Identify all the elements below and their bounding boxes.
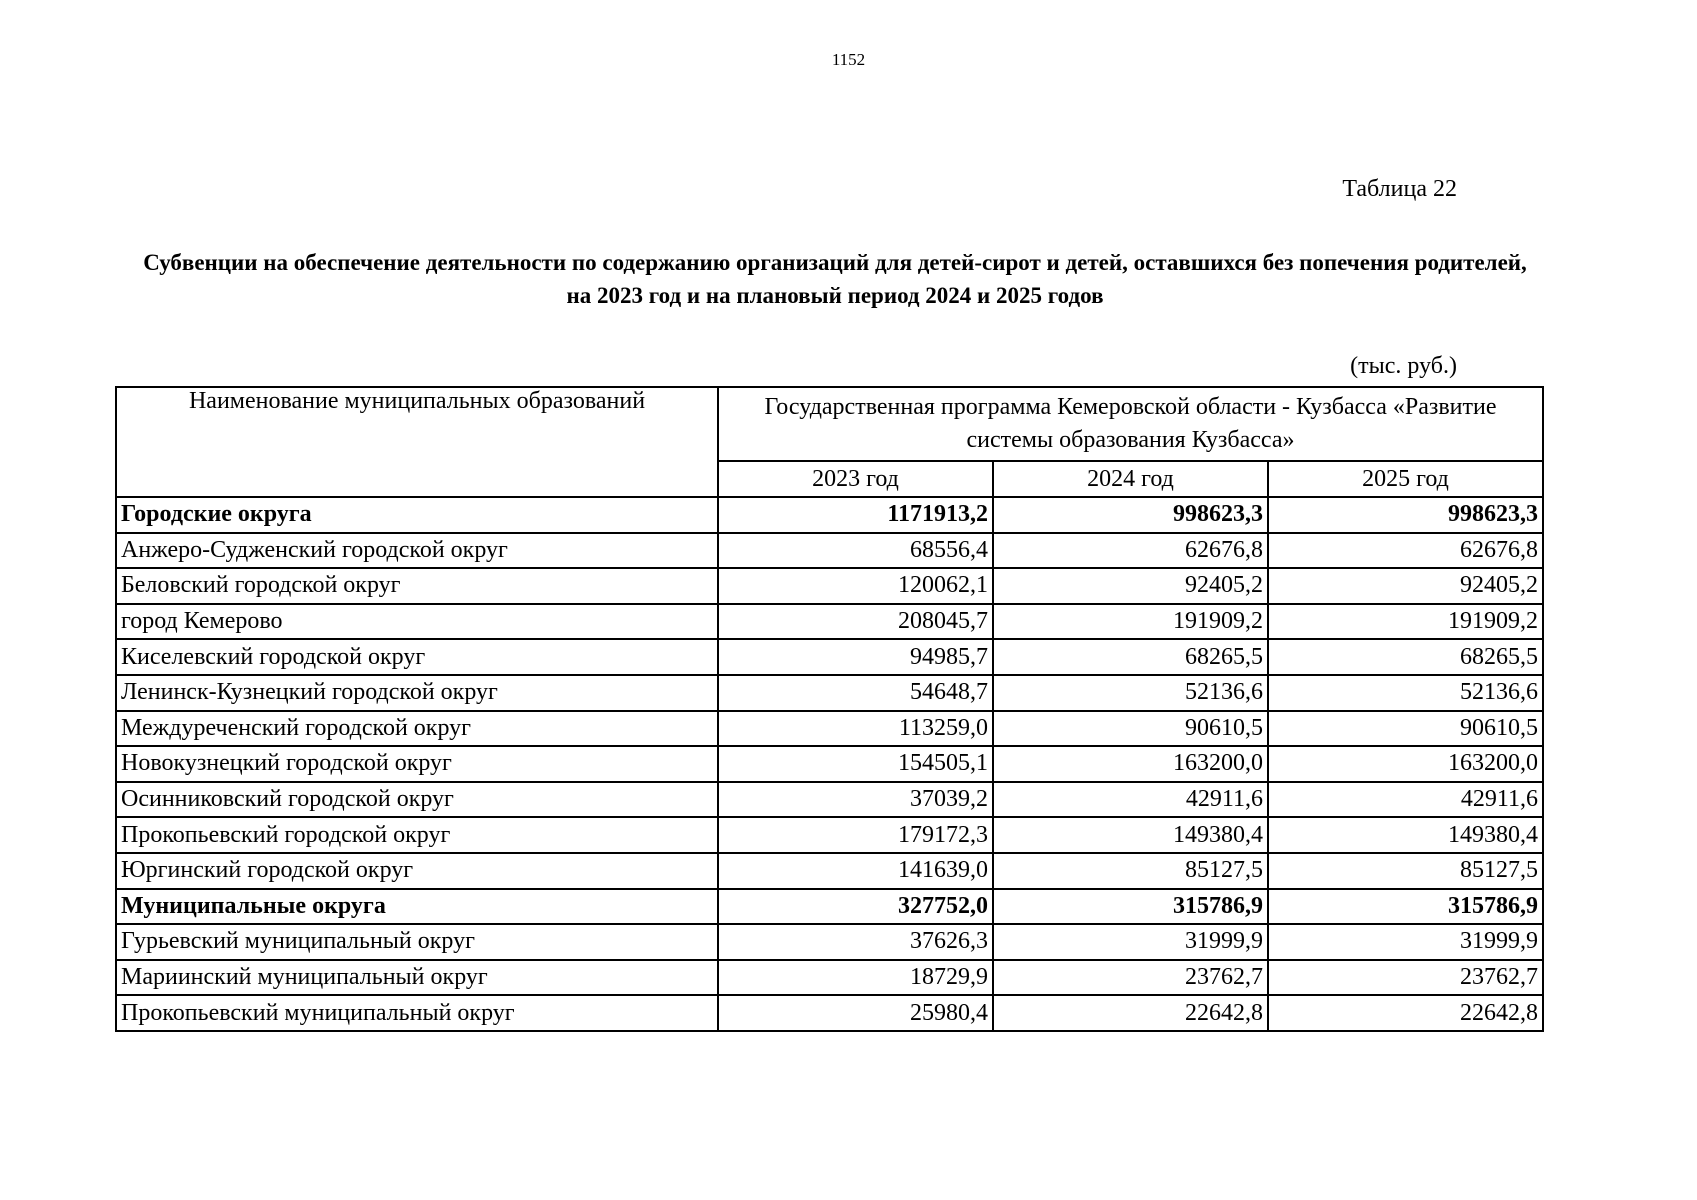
- table-row: [116, 746, 1543, 782]
- value-cell-2024: 315786,9: [993, 889, 1268, 925]
- table-row: [116, 711, 1543, 747]
- value-cell-2025: 31999,9: [1268, 924, 1543, 960]
- municipality-name-cell: Гурьевский муниципальный округ: [116, 924, 718, 960]
- value-cell-2023: 18729,9: [718, 960, 993, 996]
- municipality-name-cell: Мариинский муниципальный округ: [116, 960, 718, 996]
- value-cell-2023: 68556,4: [718, 533, 993, 569]
- municipality-name-cell: Беловский городской округ: [116, 568, 718, 604]
- value-cell-2023: 25980,4: [718, 995, 993, 1031]
- table-group-row: [116, 497, 1543, 533]
- value-cell-2024: 191909,2: [993, 604, 1268, 640]
- value-cell-2023: 141639,0: [718, 853, 993, 889]
- table-row: [116, 604, 1543, 640]
- value-cell-2024: 62676,8: [993, 533, 1268, 569]
- value-cell-2023: 120062,1: [718, 568, 993, 604]
- value-cell-2024: 52136,6: [993, 675, 1268, 711]
- value-cell-2024: 23762,7: [993, 960, 1268, 996]
- value-cell-2025: 85127,5: [1268, 853, 1543, 889]
- table-row: [116, 782, 1543, 818]
- value-cell-2023: 208045,7: [718, 604, 993, 640]
- municipality-name-cell: Прокопьевский городской округ: [116, 817, 718, 853]
- subventions-table: [115, 386, 1544, 1032]
- value-cell-2023: 1171913,2: [718, 497, 993, 533]
- table-body: [116, 497, 1543, 1031]
- value-cell-2025: 149380,4: [1268, 817, 1543, 853]
- units-label: (тыс. руб.): [1350, 353, 1457, 379]
- value-cell-2025: 22642,8: [1268, 995, 1543, 1031]
- value-cell-2024: 163200,0: [993, 746, 1268, 782]
- municipality-name-cell: Новокузнецкий городской округ: [116, 746, 718, 782]
- table-row: [116, 568, 1543, 604]
- value-cell-2024: 22642,8: [993, 995, 1268, 1031]
- value-cell-2023: 179172,3: [718, 817, 993, 853]
- header-year-2024: 2024 год: [993, 461, 1268, 497]
- municipality-name-cell: город Кемерово: [116, 604, 718, 640]
- value-cell-2025: 92405,2: [1268, 568, 1543, 604]
- value-cell-2023: 327752,0: [718, 889, 993, 925]
- table-header: [116, 387, 1543, 497]
- value-cell-2023: 37626,3: [718, 924, 993, 960]
- value-cell-2023: 113259,0: [718, 711, 993, 747]
- value-cell-2025: 315786,9: [1268, 889, 1543, 925]
- table-row: [116, 533, 1543, 569]
- value-cell-2024: 85127,5: [993, 853, 1268, 889]
- value-cell-2024: 42911,6: [993, 782, 1268, 818]
- value-cell-2024: 92405,2: [993, 568, 1268, 604]
- table-row: [116, 924, 1543, 960]
- value-cell-2024: 149380,4: [993, 817, 1268, 853]
- table-row: [116, 817, 1543, 853]
- value-cell-2023: 94985,7: [718, 639, 993, 675]
- document-title: Субвенции на обеспечение деятельности по содержанию организаций для детей-сирот и детей, оставшихся без попечения родителей, на 2023 год и на плановый период 2024 и 2025 годов: [143, 250, 1527, 308]
- value-cell-2023: 37039,2: [718, 782, 993, 818]
- header-municipality-name: Наименование муниципальных образований: [116, 387, 718, 497]
- municipality-name-cell: Осинниковский городской округ: [116, 782, 718, 818]
- page-number: 1152: [831, 50, 866, 69]
- table-row: [116, 995, 1543, 1031]
- value-cell-2025: 163200,0: [1268, 746, 1543, 782]
- municipality-name-cell: Ленинск-Кузнецкий городской округ: [116, 675, 718, 711]
- value-cell-2025: 42911,6: [1268, 782, 1543, 818]
- municipality-name-cell: Междуреченский городской округ: [116, 711, 718, 747]
- value-cell-2024: 998623,3: [993, 497, 1268, 533]
- value-cell-2025: 68265,5: [1268, 639, 1543, 675]
- municipality-name-cell: Анжеро-Судженский городской округ: [116, 533, 718, 569]
- municipality-name-cell: Юргинский городской округ: [116, 853, 718, 889]
- table-group-row: [116, 889, 1543, 925]
- value-cell-2025: 191909,2: [1268, 604, 1543, 640]
- value-cell-2025: 90610,5: [1268, 711, 1543, 747]
- table-row: [116, 639, 1543, 675]
- municipality-name-cell: Прокопьевский муниципальный округ: [116, 995, 718, 1031]
- table-number: Таблица 22: [1342, 176, 1457, 202]
- municipality-name-cell: Городские округа: [116, 497, 718, 533]
- header-program: Государственная программа Кемеровской области - Кузбасса «Развитие системы образования Кузбасса»: [718, 387, 1543, 461]
- table-row: [116, 960, 1543, 996]
- value-cell-2024: 68265,5: [993, 639, 1268, 675]
- value-cell-2025: 52136,6: [1268, 675, 1543, 711]
- value-cell-2025: 62676,8: [1268, 533, 1543, 569]
- table-row: [116, 675, 1543, 711]
- municipality-name-cell: Муниципальные округа: [116, 889, 718, 925]
- value-cell-2023: 154505,1: [718, 746, 993, 782]
- value-cell-2024: 31999,9: [993, 924, 1268, 960]
- header-year-2023: 2023 год: [718, 461, 993, 497]
- table-row: [116, 853, 1543, 889]
- municipality-name-cell: Киселевский городской округ: [116, 639, 718, 675]
- value-cell-2025: 998623,3: [1268, 497, 1543, 533]
- header-year-2025: 2025 год: [1268, 461, 1543, 497]
- value-cell-2024: 90610,5: [993, 711, 1268, 747]
- value-cell-2023: 54648,7: [718, 675, 993, 711]
- value-cell-2025: 23762,7: [1268, 960, 1543, 996]
